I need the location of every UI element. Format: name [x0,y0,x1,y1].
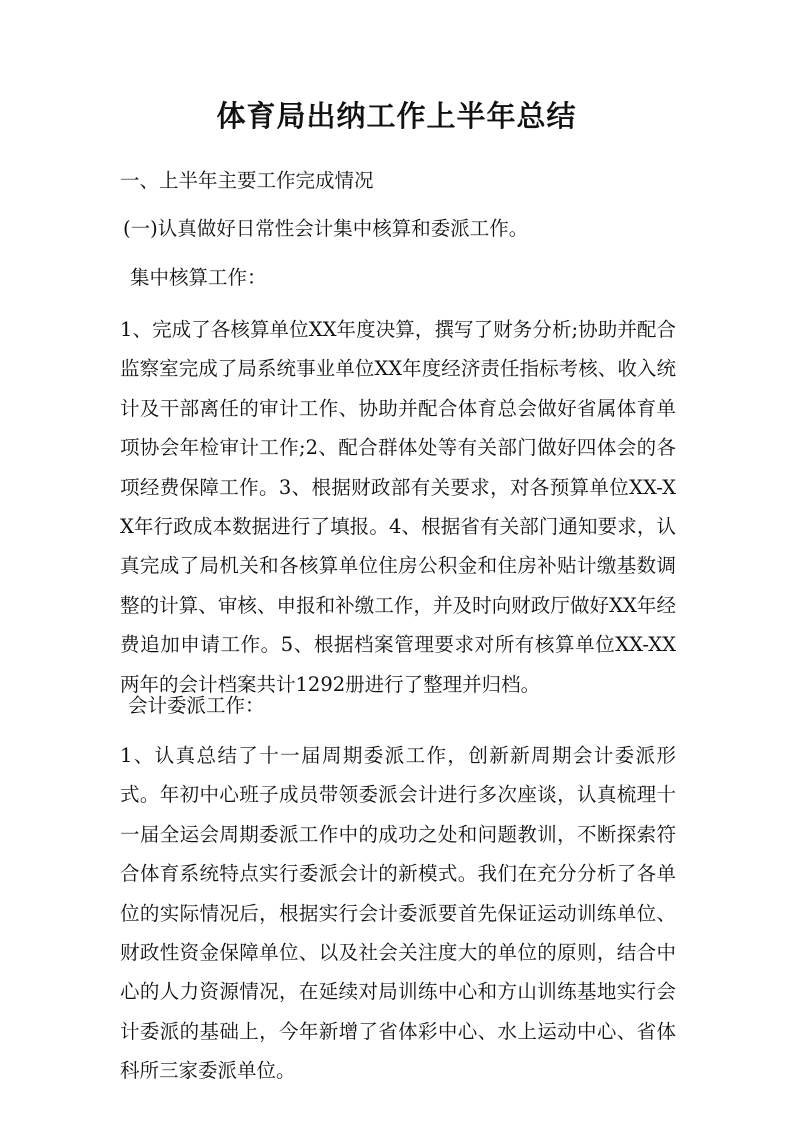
accounting-dispatch-paragraph: 1、认真总结了十一届周期委派工作，创新新周期会计委派形式。年初中心班子成员带领委派会计进行多次座谈，认真梳理十一届全运会周期委派工作中的成功之处和问题教训，不断探索符合体育系统特点实行委派会计的新模式。我们在充分分析了各单位的实际情况后，根据实行会计委派要首先保证运动训练单位、财政性资金保障单位、以及社会关注度大的单位的原则，结合中心的人力资源情况，在延续对局训练中心和方山训练基地实行会计委派的基础上，今年新增了省体彩中心、水上运动中心、省体科所三家委派单位。 [120,744,676,1083]
centralized-accounting-paragraph: 1、完成了各核算单位XX年度决算，撰写了财务分析;协助并配合监察室完成了局系统事业单位XX年度经济责任指标考核、收入统计及干部离任的审计工作、协助并配合体育总会做好省属体育单项协会年检审计工作;2、配合群体处等有关部门做好四体会的各项经费保障工作。3、根据财政部有关要求，对各预算单位XX-XX年行政成本数据进行了填报。4、根据省有关部门通知要求，认真完成了局机关和各核算单位住房公积金和住房补贴计缴基数调整的计算、审核、申报和补缴工作，并及时向财政厅做好XX年经费追加申请工作。5、根据档案管理要求对所有核算单位XX-XX两年的会计档案共计1292册进行了整理并归档。 [120,318,676,696]
accounting-dispatch-heading: 会计委派工作： [128,694,265,717]
section-heading: 一、上半年主要工作完成情况 [120,169,374,192]
centralized-accounting-heading: 集中核算工作： [130,266,267,289]
subsection-heading: (一)认真做好日常性会计集中核算和委派工作。 [123,217,529,240]
document-title: 体育局出纳工作上半年总结 [216,99,577,133]
